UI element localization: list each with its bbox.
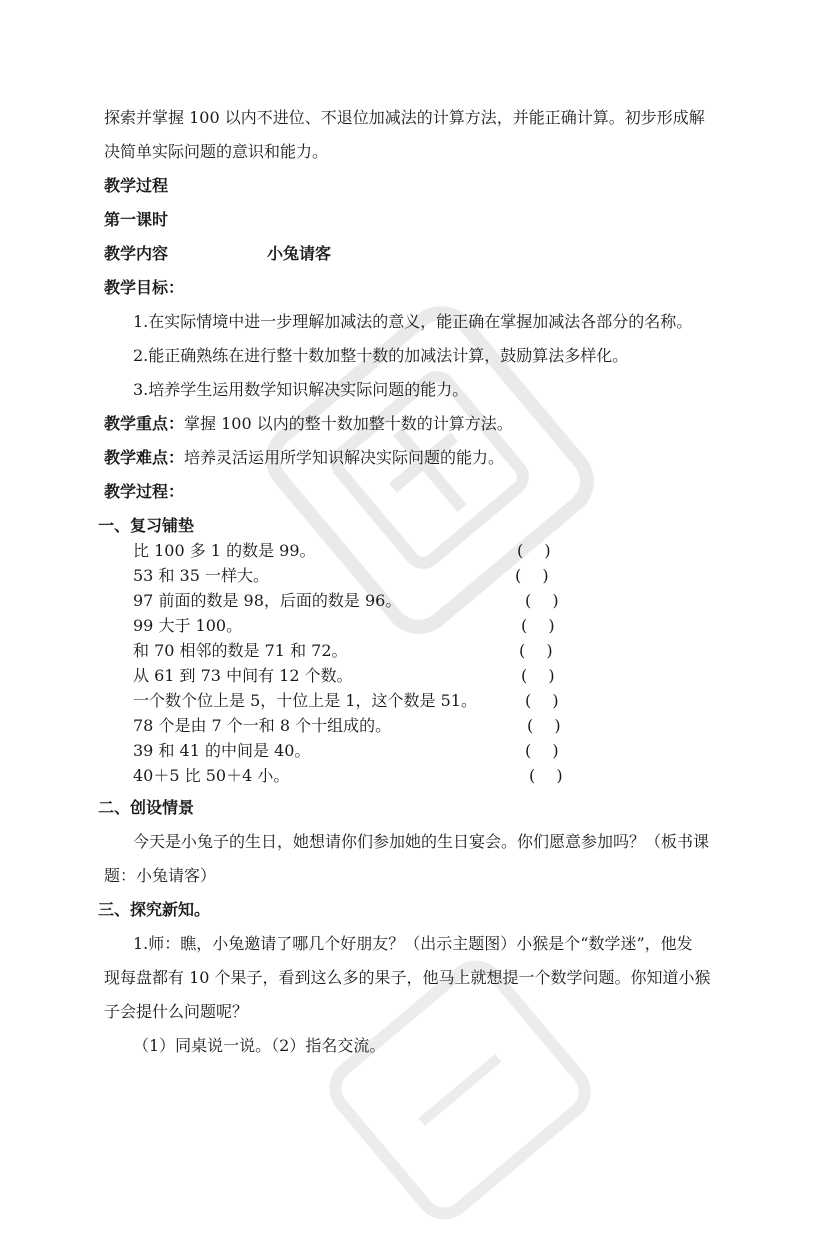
- review-item: 40＋5 比 50＋4 小。: [133, 766, 290, 785]
- goal-item: 2.能正确熟练在进行整十数加整十数的加减法计算，鼓励算法多样化。: [133, 346, 629, 365]
- answer-blank: ( ): [527, 716, 561, 735]
- answer-blank: ( ): [521, 616, 555, 635]
- key-point-label: 教学重点：: [104, 414, 185, 433]
- section3-title: 三、探究新知。: [98, 900, 211, 919]
- review-item: 39 和 41 的中间是 40。: [133, 741, 311, 760]
- review-item: 53 和 35 一样大。: [133, 566, 269, 585]
- review-item: 一个数个位上是 5，十位上是 1，这个数是 51。: [133, 691, 477, 710]
- section3-line-1: 1.师：瞧，小兔邀请了哪几个好朋友？（出示主题图）小猴是个“数学迷”，他发: [133, 934, 693, 953]
- section1-title: 一、复习铺垫: [98, 516, 195, 535]
- answer-blank: ( ): [515, 566, 549, 585]
- section3-line-2: 现每盘都有 10 个果子，看到这么多的果子，他马上就想提一个数学问题。你知道小猴: [104, 968, 711, 987]
- answer-blank: ( ): [517, 541, 551, 560]
- intro-line-1: 探索并掌握 100 以内不进位、不退位加减法的计算方法，并能正确计算。初步形成解: [104, 108, 705, 127]
- key-point-text: 掌握 100 以内的整十数加整十数的计算方法。: [184, 414, 513, 433]
- heading-content-label: 教学内容: [104, 244, 169, 263]
- heading-content-value: 小兔请客: [267, 244, 332, 263]
- review-item: 78 个是由 7 个一和 8 个十组成的。: [133, 716, 392, 735]
- section3-line-3: 子会提什么问题呢？: [104, 1002, 249, 1021]
- review-item: 97 前面的数是 98，后面的数是 96。: [133, 591, 402, 610]
- intro-line-2: 决简单实际问题的意识和能力。: [104, 142, 329, 161]
- review-item: 和 70 相邻的数是 71 和 72。: [133, 641, 348, 660]
- answer-blank: ( ): [521, 666, 555, 685]
- review-item: 从 61 到 73 中间有 12 个数。: [133, 666, 353, 685]
- difficulty: [104, 446, 504, 470]
- goal-item: 3.培养学生运用数学知识解决实际问题的能力。: [133, 380, 469, 399]
- review-item: 99 大于 100。: [133, 616, 243, 635]
- difficulty-text: 培养灵活运用所学知识解决实际问题的能力。: [184, 448, 505, 467]
- answer-blank: ( ): [525, 741, 559, 760]
- section2-line-1: 今天是小兔子的生日，她想请你们参加她的生日宴会。你们愿意参加吗？（板书课: [133, 832, 710, 851]
- review-item: 比 100 多 1 的数是 99。: [133, 541, 316, 560]
- answer-blank: ( ): [525, 691, 559, 710]
- answer-blank: ( ): [525, 591, 559, 610]
- key-point: [104, 412, 513, 436]
- difficulty-label: 教学难点：: [104, 448, 185, 467]
- answer-blank: ( ): [519, 641, 553, 660]
- section3-line-4: （1）同桌说一说。（2）指名交流。: [133, 1036, 386, 1055]
- section2-line-2: 题：小兔请客）: [104, 866, 217, 885]
- process-label: 教学过程：: [104, 482, 185, 501]
- section2-title: 二、创设情景: [98, 798, 195, 817]
- goal-item: 1.在实际情境中进一步理解加减法的意义，能正确在掌握加减法各部分的名称。: [133, 312, 693, 331]
- heading-process: 教学过程: [104, 176, 169, 195]
- heading-goals: 教学目标：: [104, 278, 185, 297]
- heading-lesson: 第一课时: [104, 210, 169, 229]
- answer-blank: ( ): [529, 766, 563, 785]
